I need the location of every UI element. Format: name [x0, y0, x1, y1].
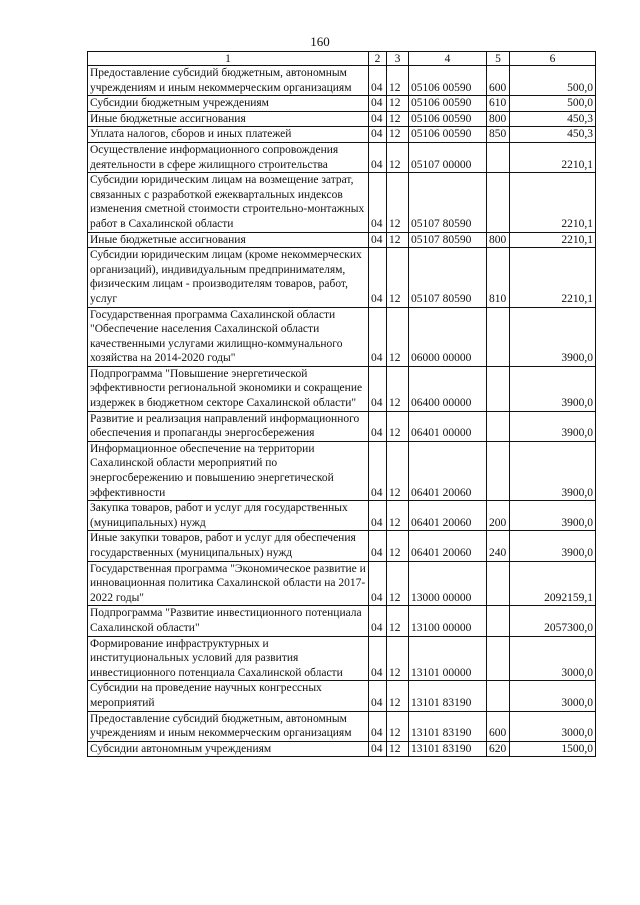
- row-amount-cell: 1500,0: [510, 741, 596, 757]
- row-name-cell: Подпрограмма "Повышение энергетической эффективности региональной экономики и сокращение издержек в бюджетном секторе Сахалинской области": [88, 366, 369, 411]
- row-expense-type-cell: [487, 561, 510, 606]
- table-row: [88, 96, 596, 112]
- row-expense-type-cell: 800: [487, 111, 510, 127]
- row-expense-type-cell: 800: [487, 232, 510, 248]
- row-expense-type-cell: 810: [487, 248, 510, 307]
- row-target-article-cell: 05107 80590: [409, 232, 487, 248]
- row-subsection-cell: 12: [387, 711, 409, 741]
- row-subsection-cell: 12: [387, 561, 409, 606]
- row-section-cell: 04: [369, 248, 387, 307]
- row-target-article-cell: 06401 20060: [409, 531, 487, 561]
- row-expense-type-cell: 850: [487, 127, 510, 143]
- row-target-article-cell: 06401 00000: [409, 411, 487, 441]
- row-target-article-cell: 13101 83190: [409, 741, 487, 757]
- table-row: [88, 111, 596, 127]
- row-expense-type-cell: [487, 411, 510, 441]
- row-target-article-cell: 06400 00000: [409, 366, 487, 411]
- row-expense-type-cell: 600: [487, 711, 510, 741]
- row-name-cell: Информационное обеспечение на территории Сахалинской области мероприятий по энергосбережению и повышению энергетической эффективности: [88, 441, 369, 500]
- row-section-cell: 04: [369, 111, 387, 127]
- row-section-cell: 04: [369, 606, 387, 636]
- row-name-cell: Субсидии на проведение научных конгрессных мероприятий: [88, 681, 369, 711]
- row-name-cell: Субсидии бюджетным учреждениям: [88, 96, 369, 112]
- row-target-article-cell: 13100 00000: [409, 606, 487, 636]
- row-expense-type-cell: [487, 173, 510, 232]
- header-col-3: 3: [387, 52, 409, 66]
- row-amount-cell: 2210,1: [510, 248, 596, 307]
- row-expense-type-cell: 240: [487, 531, 510, 561]
- row-name-cell: Субсидии юридическим лицам (кроме некоммерческих организаций), индивидуальным предпринимателям, физическим лицам - производителям товаров, работ, услуг: [88, 248, 369, 307]
- table-row: [88, 411, 596, 441]
- row-name-cell: Предоставление субсидий бюджетным, автономным учреждениям и иным некоммерческим организациям: [88, 66, 369, 96]
- table-row: [88, 606, 596, 636]
- table-row: [88, 248, 596, 307]
- row-section-cell: 04: [369, 741, 387, 757]
- table-row: [88, 66, 596, 96]
- row-section-cell: 04: [369, 441, 387, 500]
- row-subsection-cell: 12: [387, 66, 409, 96]
- row-target-article-cell: 13101 83190: [409, 681, 487, 711]
- table-row: [88, 307, 596, 366]
- row-amount-cell: 3900,0: [510, 411, 596, 441]
- row-amount-cell: 3900,0: [510, 441, 596, 500]
- table-header-row: [88, 52, 596, 66]
- row-amount-cell: 2092159,1: [510, 561, 596, 606]
- row-name-cell: Формирование инфраструктурных и институциональных условий для развития инвестиционного потенциала Сахалинской области: [88, 636, 369, 681]
- row-amount-cell: 3000,0: [510, 711, 596, 741]
- row-target-article-cell: 05106 00590: [409, 66, 487, 96]
- row-target-article-cell: 13101 83190: [409, 711, 487, 741]
- row-expense-type-cell: [487, 681, 510, 711]
- table-row: [88, 501, 596, 531]
- row-section-cell: 04: [369, 501, 387, 531]
- row-amount-cell: 500,0: [510, 66, 596, 96]
- row-name-cell: Закупка товаров, работ и услуг для государственных (муниципальных) нужд: [88, 501, 369, 531]
- row-name-cell: Иные бюджетные ассигнования: [88, 111, 369, 127]
- row-name-cell: Уплата налогов, сборов и иных платежей: [88, 127, 369, 143]
- row-amount-cell: 450,3: [510, 111, 596, 127]
- row-section-cell: 04: [369, 636, 387, 681]
- row-amount-cell: 2210,1: [510, 142, 596, 172]
- table-row: [88, 232, 596, 248]
- row-name-cell: Развитие и реализация направлений информационного обеспечения и пропаганды энергосбережения: [88, 411, 369, 441]
- row-section-cell: 04: [369, 173, 387, 232]
- table-row: [88, 741, 596, 757]
- row-expense-type-cell: [487, 142, 510, 172]
- row-subsection-cell: 12: [387, 411, 409, 441]
- table-row: [88, 636, 596, 681]
- row-subsection-cell: 12: [387, 531, 409, 561]
- row-amount-cell: 3000,0: [510, 681, 596, 711]
- row-expense-type-cell: [487, 606, 510, 636]
- row-section-cell: 04: [369, 711, 387, 741]
- row-target-article-cell: 13101 00000: [409, 636, 487, 681]
- row-name-cell: Государственная программа Сахалинской области "Обеспечение населения Сахалинской области качественными услугами жилищно-коммунального хозяйства на 2014-2020 годы": [88, 307, 369, 366]
- row-target-article-cell: 05106 00590: [409, 96, 487, 112]
- table-row: [88, 366, 596, 411]
- row-subsection-cell: 12: [387, 111, 409, 127]
- row-amount-cell: 2057300,0: [510, 606, 596, 636]
- table-row: [88, 441, 596, 500]
- row-amount-cell: 2210,1: [510, 232, 596, 248]
- row-amount-cell: 3900,0: [510, 366, 596, 411]
- row-amount-cell: 450,3: [510, 127, 596, 143]
- row-expense-type-cell: 200: [487, 501, 510, 531]
- row-section-cell: 04: [369, 561, 387, 606]
- row-subsection-cell: 12: [387, 606, 409, 636]
- table-row: [88, 561, 596, 606]
- table-row: [88, 142, 596, 172]
- row-name-cell: Подпрограмма "Развитие инвестиционного потенциала Сахалинской области": [88, 606, 369, 636]
- row-expense-type-cell: 610: [487, 96, 510, 112]
- row-subsection-cell: 12: [387, 96, 409, 112]
- row-section-cell: 04: [369, 66, 387, 96]
- row-amount-cell: 500,0: [510, 96, 596, 112]
- row-subsection-cell: 12: [387, 127, 409, 143]
- row-section-cell: 04: [369, 531, 387, 561]
- row-target-article-cell: 05107 80590: [409, 173, 487, 232]
- table-row: [88, 681, 596, 711]
- row-amount-cell: 3900,0: [510, 307, 596, 366]
- row-expense-type-cell: [487, 307, 510, 366]
- row-amount-cell: 3900,0: [510, 531, 596, 561]
- row-name-cell: Иные закупки товаров, работ и услуг для обеспечения государственных (муниципальных) нужд: [88, 531, 369, 561]
- table-row: [88, 531, 596, 561]
- row-amount-cell: 3900,0: [510, 501, 596, 531]
- row-target-article-cell: 06401 20060: [409, 441, 487, 500]
- page-number: 160: [310, 34, 330, 49]
- row-section-cell: 04: [369, 232, 387, 248]
- row-name-cell: Субсидии юридическим лицам на возмещение затрат, связанных с разработкой ежеквартальных индексов изменения сметной стоимости строительно-монтажных работ в Сахалинской области: [88, 173, 369, 232]
- header-col-5: 5: [487, 52, 510, 66]
- row-subsection-cell: 12: [387, 142, 409, 172]
- row-section-cell: 04: [369, 681, 387, 711]
- row-expense-type-cell: [487, 636, 510, 681]
- header-col-4: 4: [409, 52, 487, 66]
- row-subsection-cell: 12: [387, 636, 409, 681]
- row-expense-type-cell: 600: [487, 66, 510, 96]
- row-section-cell: 04: [369, 366, 387, 411]
- row-name-cell: Субсидии автономным учреждениям: [88, 741, 369, 757]
- row-target-article-cell: 05107 80590: [409, 248, 487, 307]
- row-subsection-cell: 12: [387, 441, 409, 500]
- row-expense-type-cell: [487, 441, 510, 500]
- row-subsection-cell: 12: [387, 307, 409, 366]
- row-section-cell: 04: [369, 411, 387, 441]
- table-row: [88, 127, 596, 143]
- row-target-article-cell: 05107 00000: [409, 142, 487, 172]
- header-col-2: 2: [369, 52, 387, 66]
- budget-table-body: [88, 52, 596, 757]
- row-name-cell: Государственная программа "Экономическое развитие и инновационная политика Сахалинской области на 2017-2022 годы": [88, 561, 369, 606]
- budget-table: [87, 51, 596, 757]
- row-expense-type-cell: 620: [487, 741, 510, 757]
- row-name-cell: Осуществление информационного сопровождения деятельности в сфере жилищного строительства: [88, 142, 369, 172]
- row-target-article-cell: 05106 00590: [409, 127, 487, 143]
- row-subsection-cell: 12: [387, 232, 409, 248]
- row-name-cell: Иные бюджетные ассигнования: [88, 232, 369, 248]
- row-subsection-cell: 12: [387, 366, 409, 411]
- row-target-article-cell: 06000 00000: [409, 307, 487, 366]
- row-expense-type-cell: [487, 366, 510, 411]
- row-target-article-cell: 13000 00000: [409, 561, 487, 606]
- row-target-article-cell: 05106 00590: [409, 111, 487, 127]
- row-subsection-cell: 12: [387, 741, 409, 757]
- row-name-cell: Предоставление субсидий бюджетным, автономным учреждениям и иным некоммерческим организациям: [88, 711, 369, 741]
- header-col-6: 6: [510, 52, 596, 66]
- row-amount-cell: 2210,1: [510, 173, 596, 232]
- row-section-cell: 04: [369, 307, 387, 366]
- row-subsection-cell: 12: [387, 501, 409, 531]
- table-row: [88, 711, 596, 741]
- row-section-cell: 04: [369, 127, 387, 143]
- table-row: [88, 173, 596, 232]
- row-section-cell: 04: [369, 96, 387, 112]
- header-col-1: 1: [88, 52, 369, 66]
- row-amount-cell: 3000,0: [510, 636, 596, 681]
- row-subsection-cell: 12: [387, 173, 409, 232]
- row-section-cell: 04: [369, 142, 387, 172]
- row-subsection-cell: 12: [387, 681, 409, 711]
- row-target-article-cell: 06401 20060: [409, 501, 487, 531]
- row-subsection-cell: 12: [387, 248, 409, 307]
